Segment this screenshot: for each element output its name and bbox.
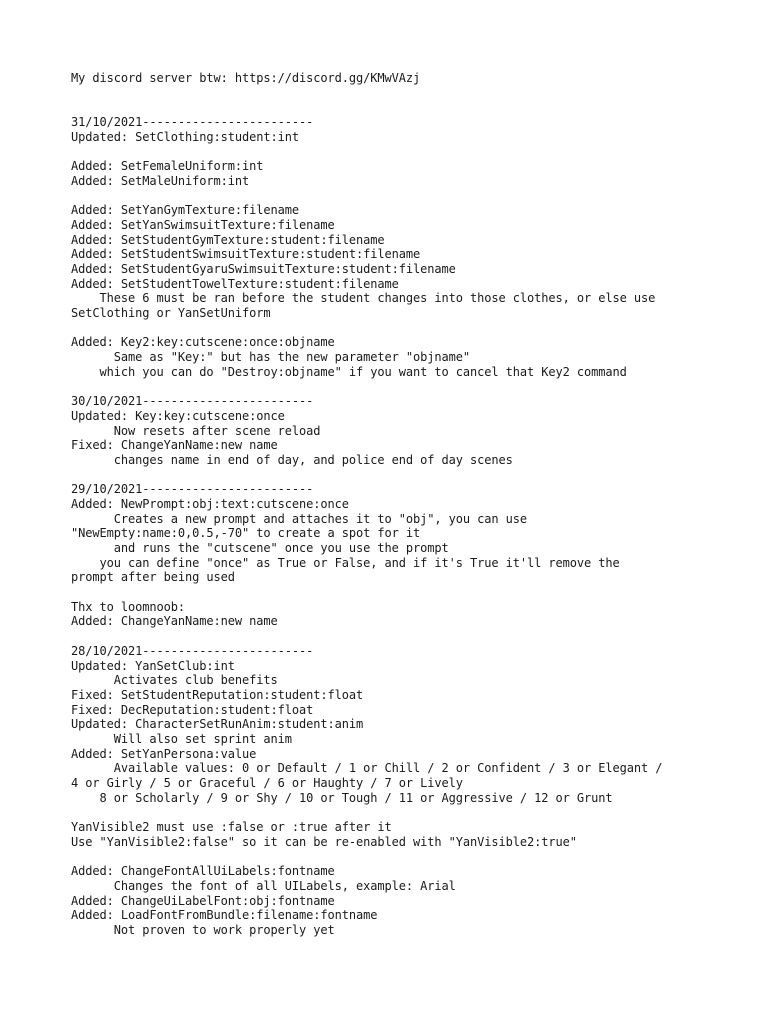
changelog-note: Creates a new prompt and attaches it to "obj", you can use [71,511,527,526]
spacer [71,321,751,336]
changelog-entry: Added: SetYanPersona:value [71,746,257,761]
changelog-entry: Added: SetStudentSwimsuitTexture:student:filename [71,247,421,262]
date-header-31-10-2021: 31/10/2021------------------------ [71,115,314,130]
spacer [71,629,751,644]
credits-line: Thx to loomnoob: [71,599,185,614]
changelog-entry: Added: LoadFontFromBundle:filename:fontname [71,908,378,923]
changelog-note: YanVisible2 must use :false or :true after it [71,820,392,835]
spacer [71,189,751,204]
changelog-entry: Added: ChangeFontAllUiLabels:fontname [71,864,335,879]
changelog-note: SetClothing or YanSetUniform [71,306,271,321]
changelog-note: Changes the font of all UILabels, example: Arial [71,878,456,893]
changelog-note: 4 or Girly / 5 or Graceful / 6 or Haughty / 7 or Lively [71,776,463,791]
changelog-note: Not proven to work properly yet [71,922,335,937]
changelog-entry: Added: NewPrompt:obj:text:cutscene:once [71,496,349,511]
changelog-note: Same as "Key:" but has the new parameter "objname" [71,350,470,365]
spacer [71,86,751,115]
spacer [71,468,751,483]
changelog-entry: Fixed: DecReputation:student:float [71,702,314,717]
spacer [71,379,751,394]
date-header-28-10-2021: 28/10/2021------------------------ [71,643,314,658]
changelog-entry: Updated: Key:key:cutscene:once [71,408,285,423]
changelog-entry: Added: SetYanGymTexture:filename [71,203,299,218]
changelog-entry: Fixed: SetStudentReputation:student:float [71,687,364,702]
changelog-entry: Added: SetFemaleUniform:int [71,159,264,174]
spacer [71,849,751,864]
changelog-note: 8 or Scholarly / 9 or Shy / 10 or Tough / 11 or Aggressive / 12 or Grunt [71,790,613,805]
spacer [71,805,751,820]
changelog-entry: Added: SetStudentGymTexture:student:filename [71,232,385,247]
changelog-note: Use "YanVisible2:false" so it can be re-enabled with "YanVisible2:true" [71,834,577,849]
changelog-entry: Added: SetStudentGyaruSwimsuitTexture:student:filename [71,261,456,276]
discord-server-line: My discord server btw: https://discord.gg/KMwVAzj [71,71,421,85]
changelog-document [71,71,751,938]
changelog-entry: Added: SetStudentTowelTexture:student:filename [71,276,399,291]
changelog-entry: Added: SetYanSwimsuitTexture:filename [71,217,335,232]
changelog-entry: Added: Key2:key:cutscene:once:objname [71,335,335,350]
spacer [71,585,751,600]
changelog-note: and runs the "cutscene" once you use the prompt [71,541,449,556]
date-header-29-10-2021: 29/10/2021------------------------ [71,482,314,497]
changelog-note: prompt after being used [71,570,235,585]
changelog-entry: Updated: YanSetClub:int [71,658,235,673]
changelog-entry: Added: ChangeUiLabelFont:obj:fontname [71,893,335,908]
changelog-note: These 6 must be ran before the student changes into those clothes, or else use [71,291,656,306]
changelog-note: changes name in end of day, and police end of day scenes [71,452,513,467]
changelog-note: Will also set sprint anim [71,731,292,746]
changelog-entry: Updated: CharacterSetRunAnim:student:anim [71,717,364,732]
changelog-entry: Added: ChangeYanName:new name [71,614,278,629]
changelog-note: Activates club benefits [71,673,278,688]
spacer [71,144,751,159]
changelog-note: Available values: 0 or Default / 1 or Chill / 2 or Confident / 3 or Elegant / [71,761,663,776]
changelog-note: which you can do "Destroy:objname" if you want to cancel that Key2 command [71,364,627,379]
changelog-entry: Fixed: ChangeYanName:new name [71,438,278,453]
changelog-entry: Added: SetMaleUniform:int [71,173,250,188]
date-header-30-10-2021: 30/10/2021------------------------ [71,394,314,409]
changelog-note: Now resets after scene reload [71,423,321,438]
changelog-note: "NewEmpty:name:0,0.5,-70" to create a spot for it [71,526,421,541]
changelog-note: you can define "once" as True or False, and if it's True it'll remove the [71,555,620,570]
changelog-entry: Updated: SetClothing:student:int [71,129,299,144]
